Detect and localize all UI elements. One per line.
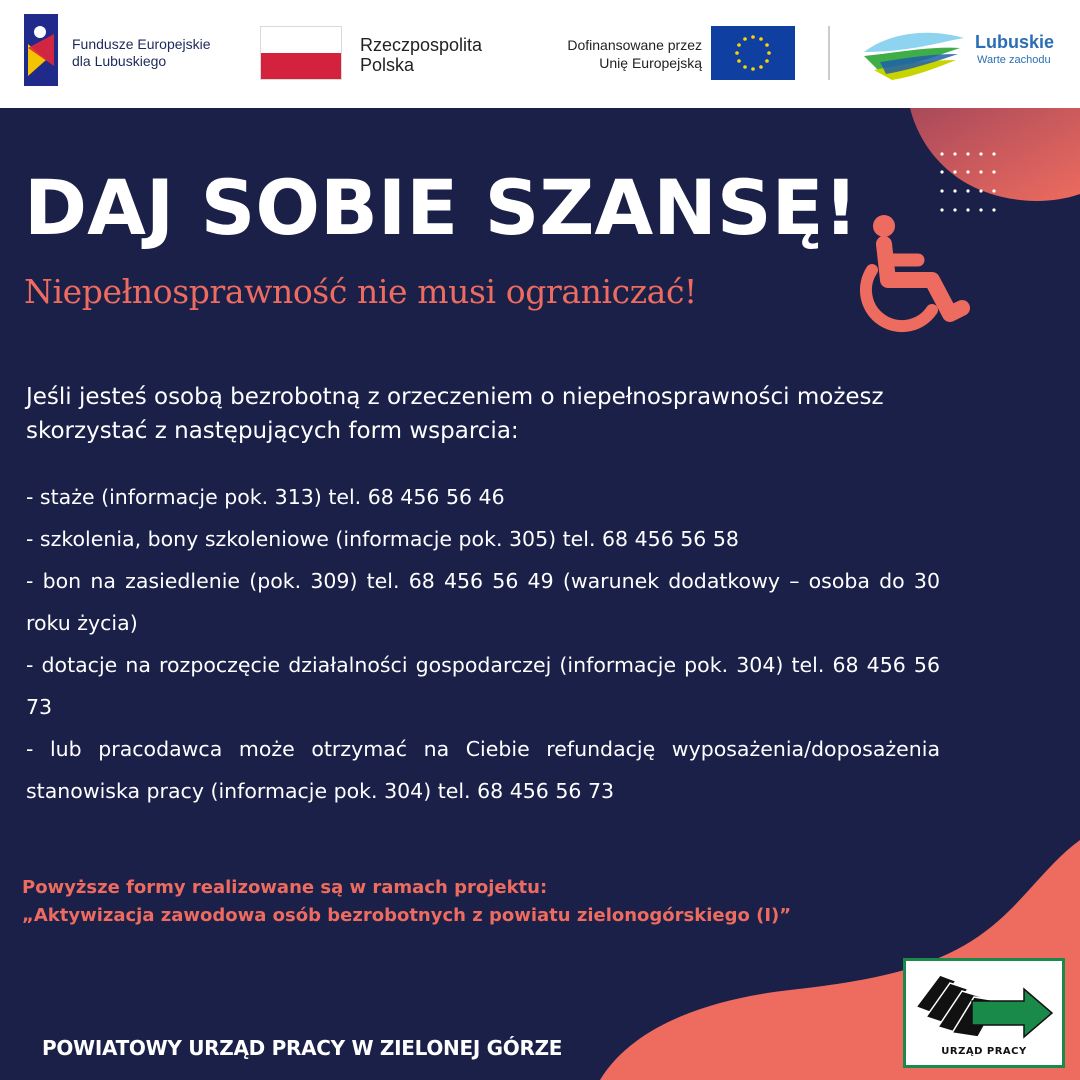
subheadline: Niepełnosprawność nie musi ograniczać! [24,272,697,311]
eu-logo-line1: Dofinansowane przez [567,37,702,53]
rzeczpospolita-logo [260,26,510,82]
lubuskie-mark-icon [860,26,968,82]
fe-logo-line1: Fundusze Europejskie [72,36,211,52]
list-item: - lub pracodawca może otrzymać na Ciebie refundację wyposażenia/doposażenia stanowiska pracy (informacje pok. 304) tel. 68 456 56 73 [26,737,940,803]
list-item: - szkolenia, bony szkoleniowe (informacje pok. 305) tel. 68 456 56 58 [26,527,739,551]
lubuskie-tagline: Warte zachodu [977,54,1051,66]
rp-logo-line2: Polska [360,55,415,75]
urzad-pracy-arrow-icon [912,967,1058,1039]
fe-logo-text [72,36,211,70]
urzad-pracy-label: URZĄD PRACY [941,1046,1027,1057]
fe-logo-mark-icon [24,14,64,86]
poland-flag-icon [260,26,342,80]
project-line1: Powyższe formy realizowane są w ramach projektu: [22,877,548,898]
logo-divider [828,26,830,80]
urzad-pracy-logo [903,958,1065,1068]
project-line2: „Aktywizacja zawodowa osób bezrobotnych z powiatu zielonogórskiego (I)” [22,905,792,926]
wheelchair-icon [848,210,974,340]
list-item: - dotacje na rozpoczęcie działalności gospodarczej (informacje pok. 304) tel. 68 456 56 73 [26,653,940,719]
list-item: - bon na zasiedlenie (pok. 309) tel. 68 456 56 49 (warunek dodatkowy – osoba do 30 roku życia) [26,569,940,635]
fe-logo-line2: dla Lubuskiego [72,53,167,69]
rp-logo-text [360,35,482,75]
eu-logo-line2: Unię Europejską [599,55,702,71]
logo-bar [0,0,1080,108]
dots-pattern [938,150,998,214]
eu-logo [520,26,800,82]
eu-logo-text [520,36,702,72]
lubuskie-name: Lubuskie [975,32,1055,52]
lubuskie-logo [860,26,1070,82]
project-info [22,874,1022,930]
fundusze-europejskie-logo [24,14,244,86]
headline: DAJ SOBIE SZANSĘ! [24,163,859,252]
footer-organization: POWIATOWY URZĄD PRACY W ZIELONEJ GÓRZE [42,1036,563,1060]
intro-text: Jeśli jesteś osobą bezrobotną z orzeczeniem o niepełnosprawności możesz skorzystać z następujących form wsparcia: [26,384,884,444]
list-item: - staże (informacje pok. 313) tel. 68 456 56 46 [26,485,505,509]
support-forms-list [26,476,940,812]
eu-flag-icon [711,26,795,80]
rp-logo-line1: Rzeczpospolita [360,35,483,55]
